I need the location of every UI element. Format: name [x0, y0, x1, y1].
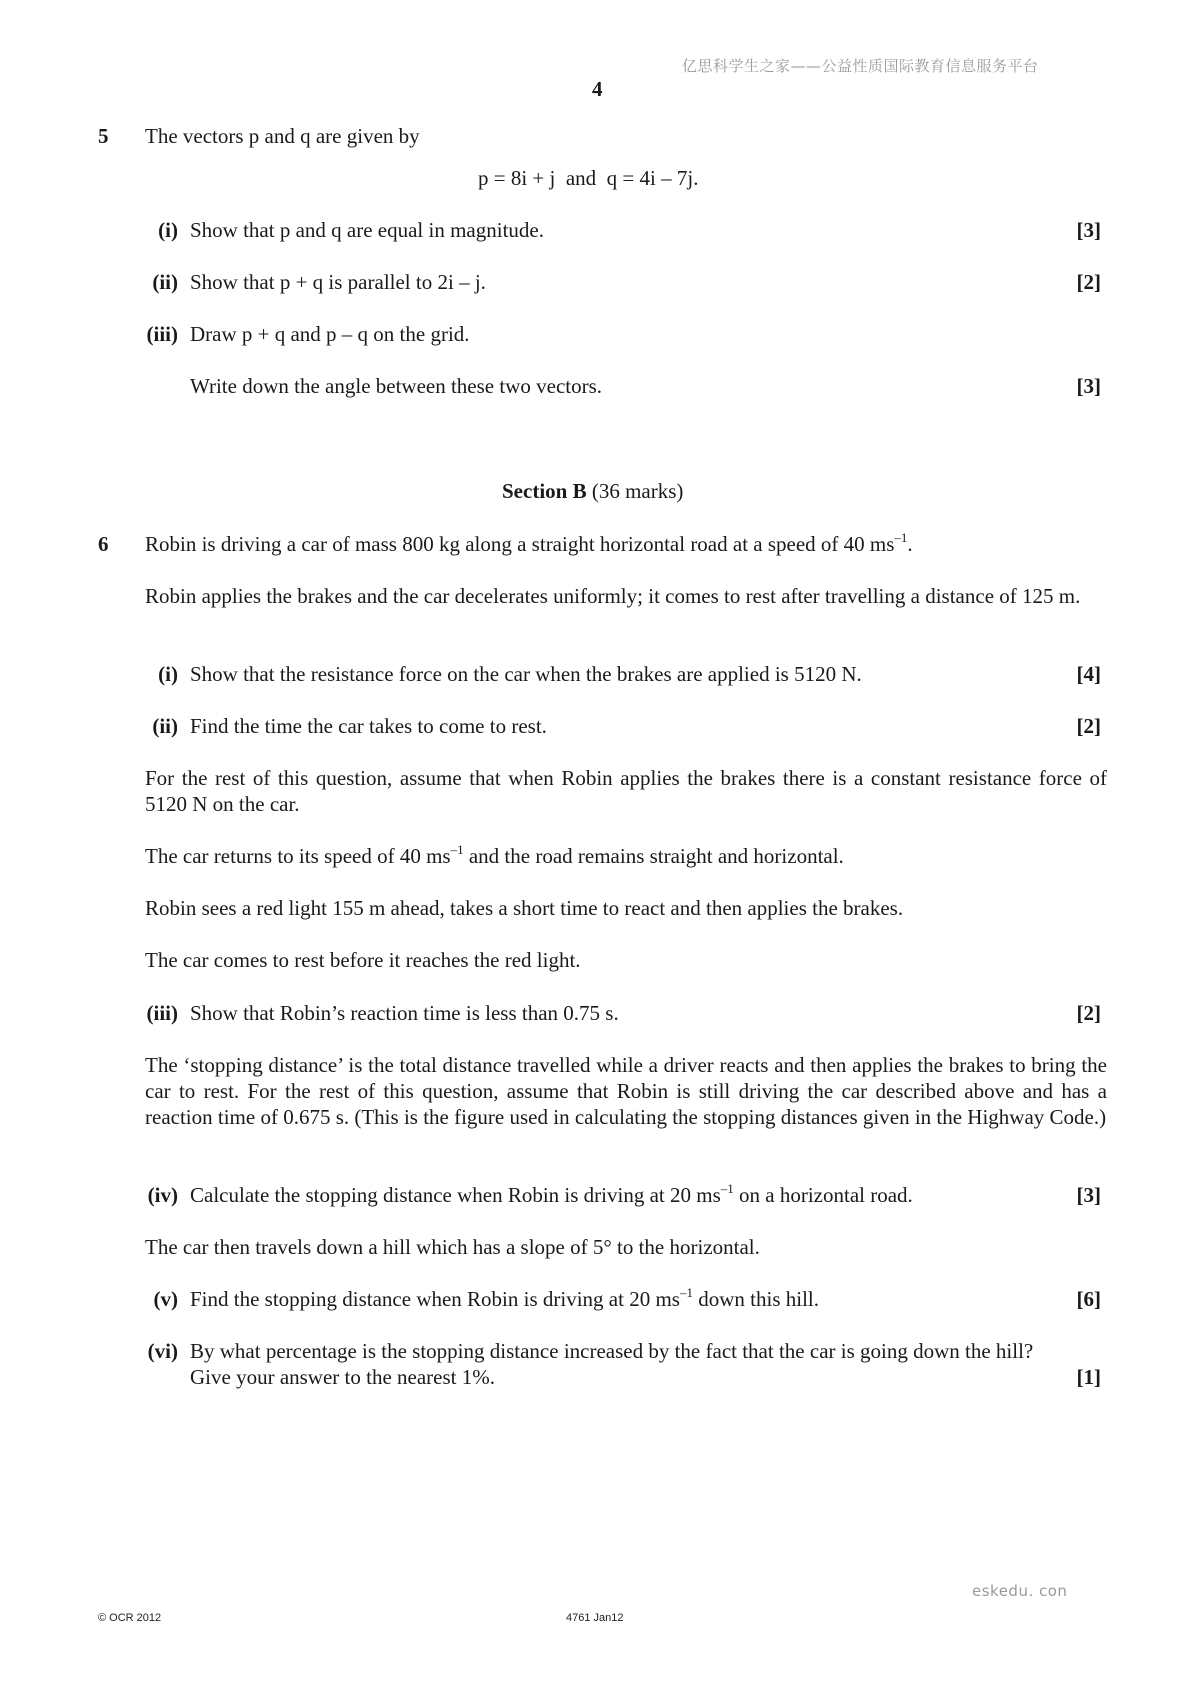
q6-paragraph: The car returns to its speed of 40 $ms^{-1}$ and the road remains straight and horizontal.: [145, 842, 844, 868]
page-number: 4: [592, 77, 603, 101]
q6-part-marks: [4]: [1076, 662, 1101, 686]
q6-part-marks: [1]: [1076, 1365, 1101, 1389]
question-number-5: 5: [98, 124, 109, 148]
q6-part-label: (iv): [147, 1183, 178, 1207]
q6-part-label: (iii): [146, 1001, 178, 1025]
q6-paragraph: The car then travels down a hill which has a slope of 5° to the horizontal.: [145, 1235, 760, 1259]
q6-part-marks: [3]: [1076, 1183, 1101, 1207]
q6-part-text: Show that Robin’s reaction time is less than 0.75 s.: [190, 1001, 619, 1025]
section-b-marks: (36 marks): [591, 479, 684, 503]
q6-part-label: (i): [158, 662, 178, 686]
q6-paragraph: Robin applies the brakes and the car decelerates uniformly; it comes to rest after travelling a distance of 125 m.: [145, 584, 1081, 608]
q6-intro: Robin is driving a car of mass 800 kg along a straight horizontal road at a speed of 40 $ms^{-1}$.: [145, 530, 913, 556]
q5-part-marks: [3]: [1076, 374, 1101, 398]
q6-part-marks: [2]: [1076, 1001, 1101, 1025]
q5-part-label: (iii): [146, 322, 178, 346]
q6-part-text: Show that the resistance force on the car when the brakes are applied is 5120 N.: [190, 662, 862, 686]
q6-paragraph: The ‘stopping distance’ is the total distance travelled while a driver reacts and then applies the brakes to bring the car to rest. For the rest of this question, assume that Robin is still driving the car described above and has a reaction time of 0.675 s. (This is the figure used in calculating the stopping distances given in the Highway Code.): [145, 1053, 1107, 1129]
top-watermark: 亿思科学生之家——公益性质国际教育信息服务平台: [682, 57, 1039, 75]
q6-part-text: Find the time the car takes to come to rest.: [190, 714, 547, 738]
q6-part-marks: [6]: [1076, 1287, 1101, 1311]
q5-part-label: (ii): [152, 270, 178, 294]
q5-part-text: Show that p + q is parallel to 2i – j.: [190, 270, 486, 294]
bottom-watermark: eskedu. con: [972, 1582, 1068, 1600]
q5-part-text: Show that p and q are equal in magnitude.: [190, 218, 544, 242]
q6-part-label: (ii): [152, 714, 178, 738]
copyright: © OCR 2012: [98, 1612, 162, 1624]
q5-equation: p = 8i + j and q = 4i – 7j.: [478, 166, 699, 190]
paper-code: 4761 Jan12: [566, 1612, 624, 1624]
q6-part-text-2: Give your answer to the nearest 1%.: [190, 1365, 495, 1389]
section-b-title: Section B: [502, 479, 587, 503]
q5-part-marks: [2]: [1076, 270, 1101, 294]
section-b-heading: [502, 478, 683, 504]
q6-part-text: By what percentage is the stopping distance increased by the fact that the car is going down the hill?: [190, 1339, 1034, 1363]
q5-part-label: (i): [158, 218, 178, 242]
q5-part-text: Draw p + q and p – q on the grid.: [190, 322, 470, 346]
q5-part-text-2: Write down the angle between these two vectors.: [190, 374, 603, 398]
q6-paragraph: Robin sees a red light 155 m ahead, takes a short time to react and then applies the brakes.: [145, 896, 904, 920]
q6-part-label: (v): [153, 1287, 178, 1311]
q6-part-label: (vi): [147, 1339, 178, 1363]
q5-intro: The vectors p and q are given by: [145, 124, 420, 148]
q6-part-text: Find the stopping distance when Robin is driving at 20 $ms^{-1}$ down this hill.: [190, 1285, 819, 1311]
q6-part-marks: [2]: [1076, 714, 1101, 738]
q6-paragraph: For the rest of this question, assume that when Robin applies the brakes there is a constant resistance force of 5120 N on the car.: [145, 766, 1107, 816]
q6-paragraph: The car comes to rest before it reaches the red light.: [145, 948, 581, 972]
question-number-6: 6: [98, 532, 109, 556]
q5-part-marks: [3]: [1076, 218, 1101, 242]
q6-part-text: Calculate the stopping distance when Robin is driving at 20 $ms^{-1}$ on a horizontal road.: [190, 1181, 913, 1207]
